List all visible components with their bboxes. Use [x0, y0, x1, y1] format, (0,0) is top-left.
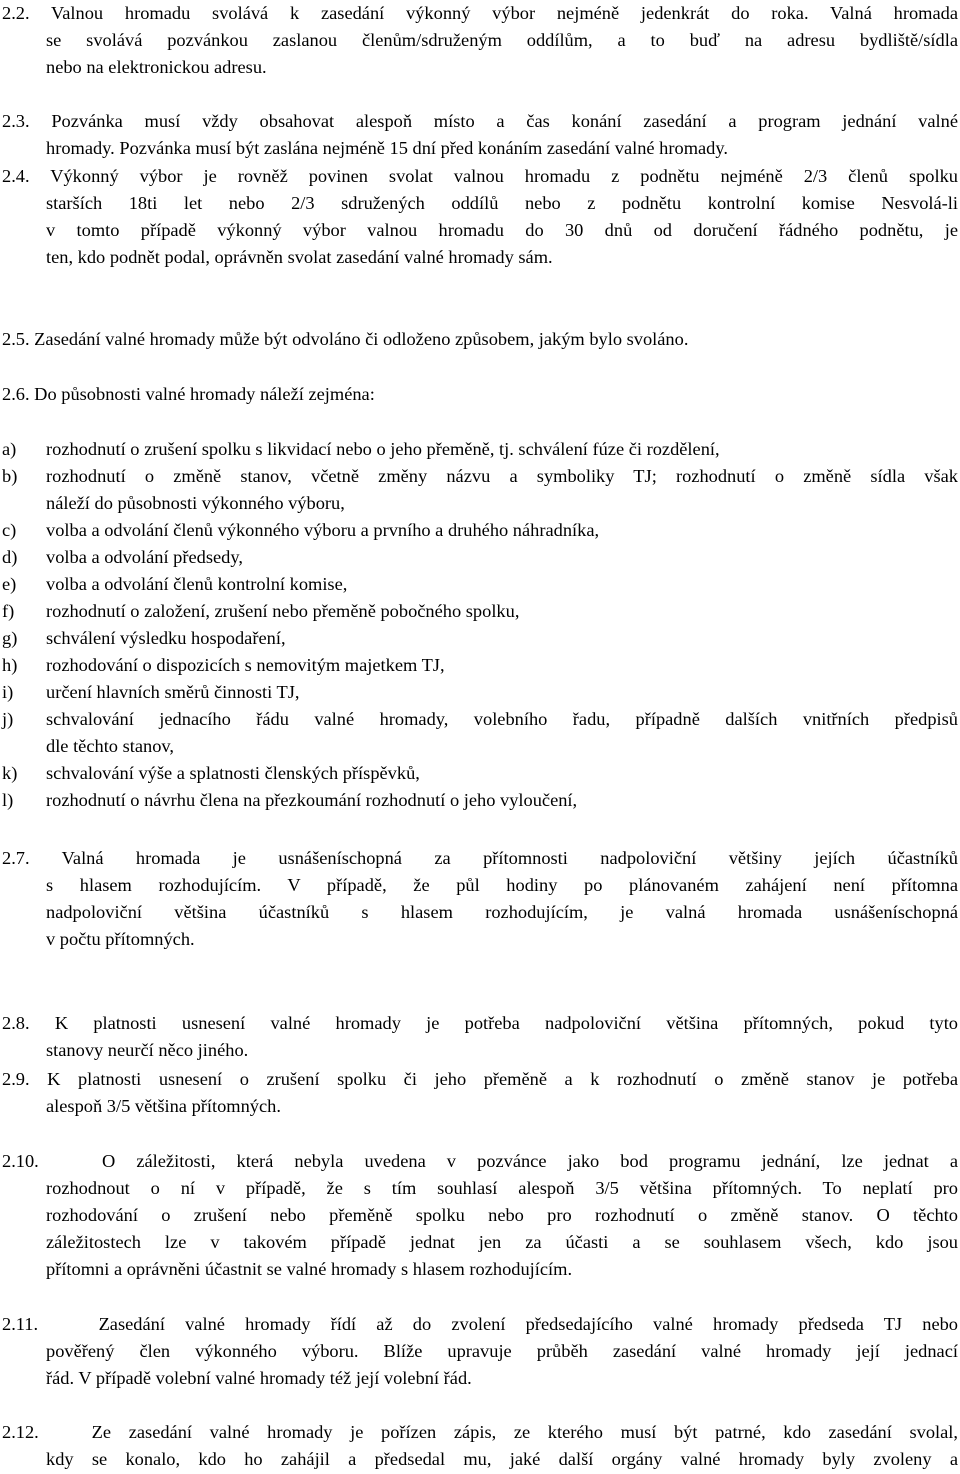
- text-line: řád. V případě volební valné hromady též její volební řád.: [46, 1368, 472, 1388]
- text-line: 2.11. Zasedání valné hromady řídí až do zvolení předsedajícího valné hromady předseda TJ nebo: [2, 1314, 958, 1334]
- list-item-text: rozhodnutí o návrhu člena na přezkoumání rozhodnutí o jeho vyloučení,: [46, 790, 578, 810]
- list-item-text: rozhodnutí o zrušení spolku s likvidací nebo o jeho přeměně, tj. schválení fúze či rozdělení,: [46, 439, 720, 459]
- list-item-text: volba a odvolání členů výkonného výboru a prvního a druhého náhradníka,: [46, 520, 600, 540]
- text-line: starších 18ti let nebo 2/3 sdružených oddílů nebo z podnětu kontrolní komise Nesvolá-li: [46, 193, 958, 213]
- list-item-text: schválení výsledku hospodaření,: [46, 628, 286, 648]
- text-line: 2.4. Výkonný výbor je rovněž povinen svolat valnou hromadu z podnětu nejméně 2/3 členů spolku: [2, 166, 958, 186]
- text-line: hromady. Pozvánka musí být zaslána nejméně 15 dní před konáním zasedání valné hromady.: [46, 138, 728, 158]
- text-line: rozhodování o zrušení nebo přeměně spolku nebo pro rozhodnutí o změně stanov. O těchto: [46, 1205, 958, 1225]
- list-item-label: j): [2, 709, 14, 729]
- list-item: [2, 652, 958, 679]
- text-line: rozhodnout o ní v případě, že s tím souhlasí alespoň 3/5 většina přítomných. To neplatí pro: [46, 1178, 958, 1198]
- list-item: [2, 517, 958, 544]
- text-line: nebo na elektronickou adresu.: [46, 57, 267, 77]
- list-item-text: rozhodování o dispozicích s nemovitým majetkem TJ,: [46, 655, 445, 675]
- list-item-text: schvalování výše a splatnosti členských příspěvků,: [46, 763, 420, 783]
- list-item-text: volba a odvolání členů kontrolní komise,: [46, 574, 348, 594]
- list-item: [2, 706, 958, 733]
- text-line: 2.7. Valná hromada je usnášeníschopná za přítomnosti nadpoloviční většiny jejích účastníků: [2, 848, 958, 868]
- text-line: kdy se konalo, kdo ho zahájil a předsedal mu, jaké další orgány valné hromady byly zvoleny a: [46, 1449, 958, 1469]
- list-item: [2, 679, 958, 706]
- text-line: 2.5. Zasedání valné hromady může být odvoláno či odloženo způsobem, jakým bylo svoláno.: [2, 329, 689, 349]
- list-item: [2, 436, 958, 463]
- list-item-label: g): [2, 628, 18, 648]
- list-item: [2, 463, 958, 490]
- list-item: [2, 760, 958, 787]
- list-item-text: rozhodnutí o změně stanov, včetně změny názvu a symboliky TJ; rozhodnutí o změně sídla však: [46, 466, 958, 486]
- text-line: pověřený člen výkonného výboru. Blíže upravuje průběh zasedání valné hromady její jednací: [46, 1341, 958, 1361]
- list-item-label: l): [2, 790, 14, 810]
- list-item-label: e): [2, 574, 17, 594]
- list-item-text: schvalování jednacího řádu valné hromady, volebního řadu, případně dalších vnitřních předpisů: [46, 709, 958, 729]
- text-line: 2.3. Pozvánka musí vždy obsahovat alespoň místo a čas konání zasedání a program jednání valné: [2, 111, 958, 131]
- list-item-text: volba a odvolání předsedy,: [46, 547, 243, 567]
- list-item-label: k): [2, 763, 18, 783]
- text-line: 2.2. Valnou hromadu svolává k zasedání výkonný výbor nejméně jedenkrát do roka. Valná hromada: [2, 3, 958, 23]
- text-line: přítomni a oprávněni účastnit se valné hromady s hlasem rozhodujícím.: [46, 1259, 573, 1279]
- text-line: v počtu přítomných.: [46, 929, 195, 949]
- text-line: 2.8. K platnosti usnesení valné hromady je potřeba nadpoloviční většina přítomných, pokud tyto: [2, 1013, 958, 1033]
- text-line: se svolává pozvánkou zaslanou členům/sdruženým oddílům, a to buď na adresu bydliště/sídla: [46, 30, 958, 50]
- list-item-label: f): [2, 601, 15, 621]
- text-line: 2.9. K platnosti usnesení o zrušení spolku či jeho přeměně a k rozhodnutí o změně stanov je potřeba: [2, 1069, 958, 1089]
- list-item-continuation: náleží do působnosti výkonného výboru,: [46, 493, 345, 513]
- list-item-label: a): [2, 439, 17, 459]
- text-line: v tomto případě výkonný výbor valnou hromadu do 30 dnů od doručení řádného podnětu, je: [46, 220, 958, 240]
- list-item-label: i): [2, 682, 14, 702]
- text-line: nadpoloviční většina účastníků s hlasem rozhodujícím, je valná hromada usnášeníschopná: [46, 902, 958, 922]
- list-item: [2, 598, 958, 625]
- text-line: stanovy neurčí něco jiného.: [46, 1040, 249, 1060]
- list-item-label: c): [2, 520, 17, 540]
- text-line: 2.12. Ze zasedání valné hromady je pořízen zápis, ze kterého musí být patrné, kdo zasedání svolal,: [2, 1422, 958, 1442]
- text-line: s hlasem rozhodujícím. V případě, že půl hodiny po plánovaném zahájení není přítomna: [46, 875, 958, 895]
- list-item-text: určení hlavních směrů činnosti TJ,: [46, 682, 300, 702]
- text-line: 2.6. Do působnosti valné hromady náleží zejména:: [2, 384, 375, 404]
- list-item-text: rozhodnutí o založení, zrušení nebo přeměně pobočného spolku,: [46, 601, 520, 621]
- list-item: [2, 625, 958, 652]
- list-item-label: h): [2, 655, 18, 675]
- list-item: [2, 571, 958, 598]
- text-line: 2.10. O záležitosti, která nebyla uvedena v pozvánce jako bod programu jednání, lze jednat a: [2, 1151, 958, 1171]
- list-item-label: b): [2, 466, 18, 486]
- text-line: ten, kdo podnět podal, oprávněn svolat zasedání valné hromady sám.: [46, 247, 553, 267]
- list-item: [2, 787, 958, 814]
- list-item-label: d): [2, 547, 18, 567]
- list-item: [2, 544, 958, 571]
- text-line: záležitostech lze v takovém případě jednat jen za účasti a se souhlasem všech, kdo jsou: [46, 1232, 958, 1252]
- text-line: alespoň 3/5 většina přítomných.: [46, 1096, 281, 1116]
- list-item-continuation: dle těchto stanov,: [46, 736, 175, 756]
